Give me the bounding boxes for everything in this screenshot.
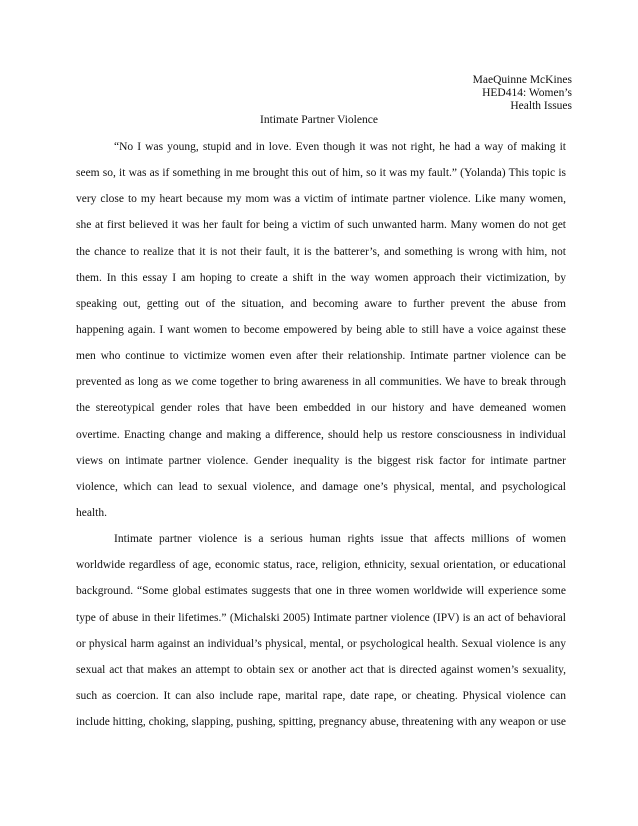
text-line: include hitting, choking, slapping, pushing, spitting, pregnancy abuse, threatening with any weapon or use bbox=[76, 716, 566, 729]
text-line: such as coercion. It can also include rape, marital rape, date rape, or cheating. Physical violence can bbox=[76, 689, 566, 702]
text-line: she at first believed it was her fault for being a victim of such unwanted harm. Many women do not get bbox=[76, 219, 566, 232]
text-line: seem so, it was as if something in me brought this out of him, so it was my fault.” (Yolanda) This topic is bbox=[76, 167, 566, 180]
essay-body bbox=[76, 134, 566, 735]
author-name: MaeQuinne McKines bbox=[472, 74, 572, 86]
text-line: “No I was young, stupid and in love. Even though it was not right, he had a way of making it bbox=[114, 141, 566, 153]
text-line: speaking out, getting out of the situation, and becoming aware to further prevent the abuse from bbox=[76, 297, 566, 310]
text-line: them. In this essay I am hoping to create a shift in the way women approach their victimization, by bbox=[76, 271, 566, 284]
text-line: Intimate partner violence is a serious human rights issue that affects millions of women bbox=[114, 533, 566, 546]
course-name: HED414: Women’s bbox=[482, 87, 572, 99]
essay-title: Intimate Partner Violence bbox=[260, 114, 378, 126]
text-line: type of abuse in their lifetimes.” (Michalski 2005) Intimate partner violence (IPV) is an act of behavioral bbox=[76, 611, 566, 624]
text-line: the chance to realize that it is not their fault, it is the batterer’s, and something is wrong with him, not bbox=[76, 245, 566, 258]
text-line: or physical harm against an individual’s physical, mental, or psychological health. Sexual violence is any bbox=[76, 637, 566, 650]
text-line: overtime. Enacting change and making a difference, should help us restore consciousness in individual bbox=[76, 428, 566, 441]
author-header bbox=[473, 74, 572, 113]
text-line: happening again. I want women to become empowered by being able to still have a voice against these bbox=[76, 323, 566, 336]
text-line: views on intimate partner violence. Gender inequality is the biggest risk factor for intimate partner bbox=[76, 454, 566, 467]
text-line: health. bbox=[76, 506, 107, 519]
course-name-continued: Health Issues bbox=[510, 100, 572, 112]
text-line: prevented as long as we come together to bring awareness in all communities. We have to break through bbox=[76, 376, 566, 389]
text-line: violence, which can lead to sexual violence, and damage one’s physical, mental, and psychological bbox=[76, 480, 566, 493]
text-line: worldwide regardless of age, economic status, race, religion, ethnicity, sexual orientation, or educational bbox=[76, 559, 566, 572]
text-line: men who continue to victimize women even after their relationship. Intimate partner violence can be bbox=[76, 350, 566, 363]
text-line: the stereotypical gender roles that have been embedded in our history and have demeaned women bbox=[76, 402, 566, 415]
text-line: sexual act that makes an attempt to obtain sex or another act that is directed against women’s sexuality, bbox=[76, 663, 566, 676]
text-line: very close to my heart because my mom was a victim of intimate partner violence. Like many women, bbox=[76, 193, 566, 206]
text-line: background. “Some global estimates suggests that one in three women worldwide will experience some bbox=[76, 585, 566, 598]
